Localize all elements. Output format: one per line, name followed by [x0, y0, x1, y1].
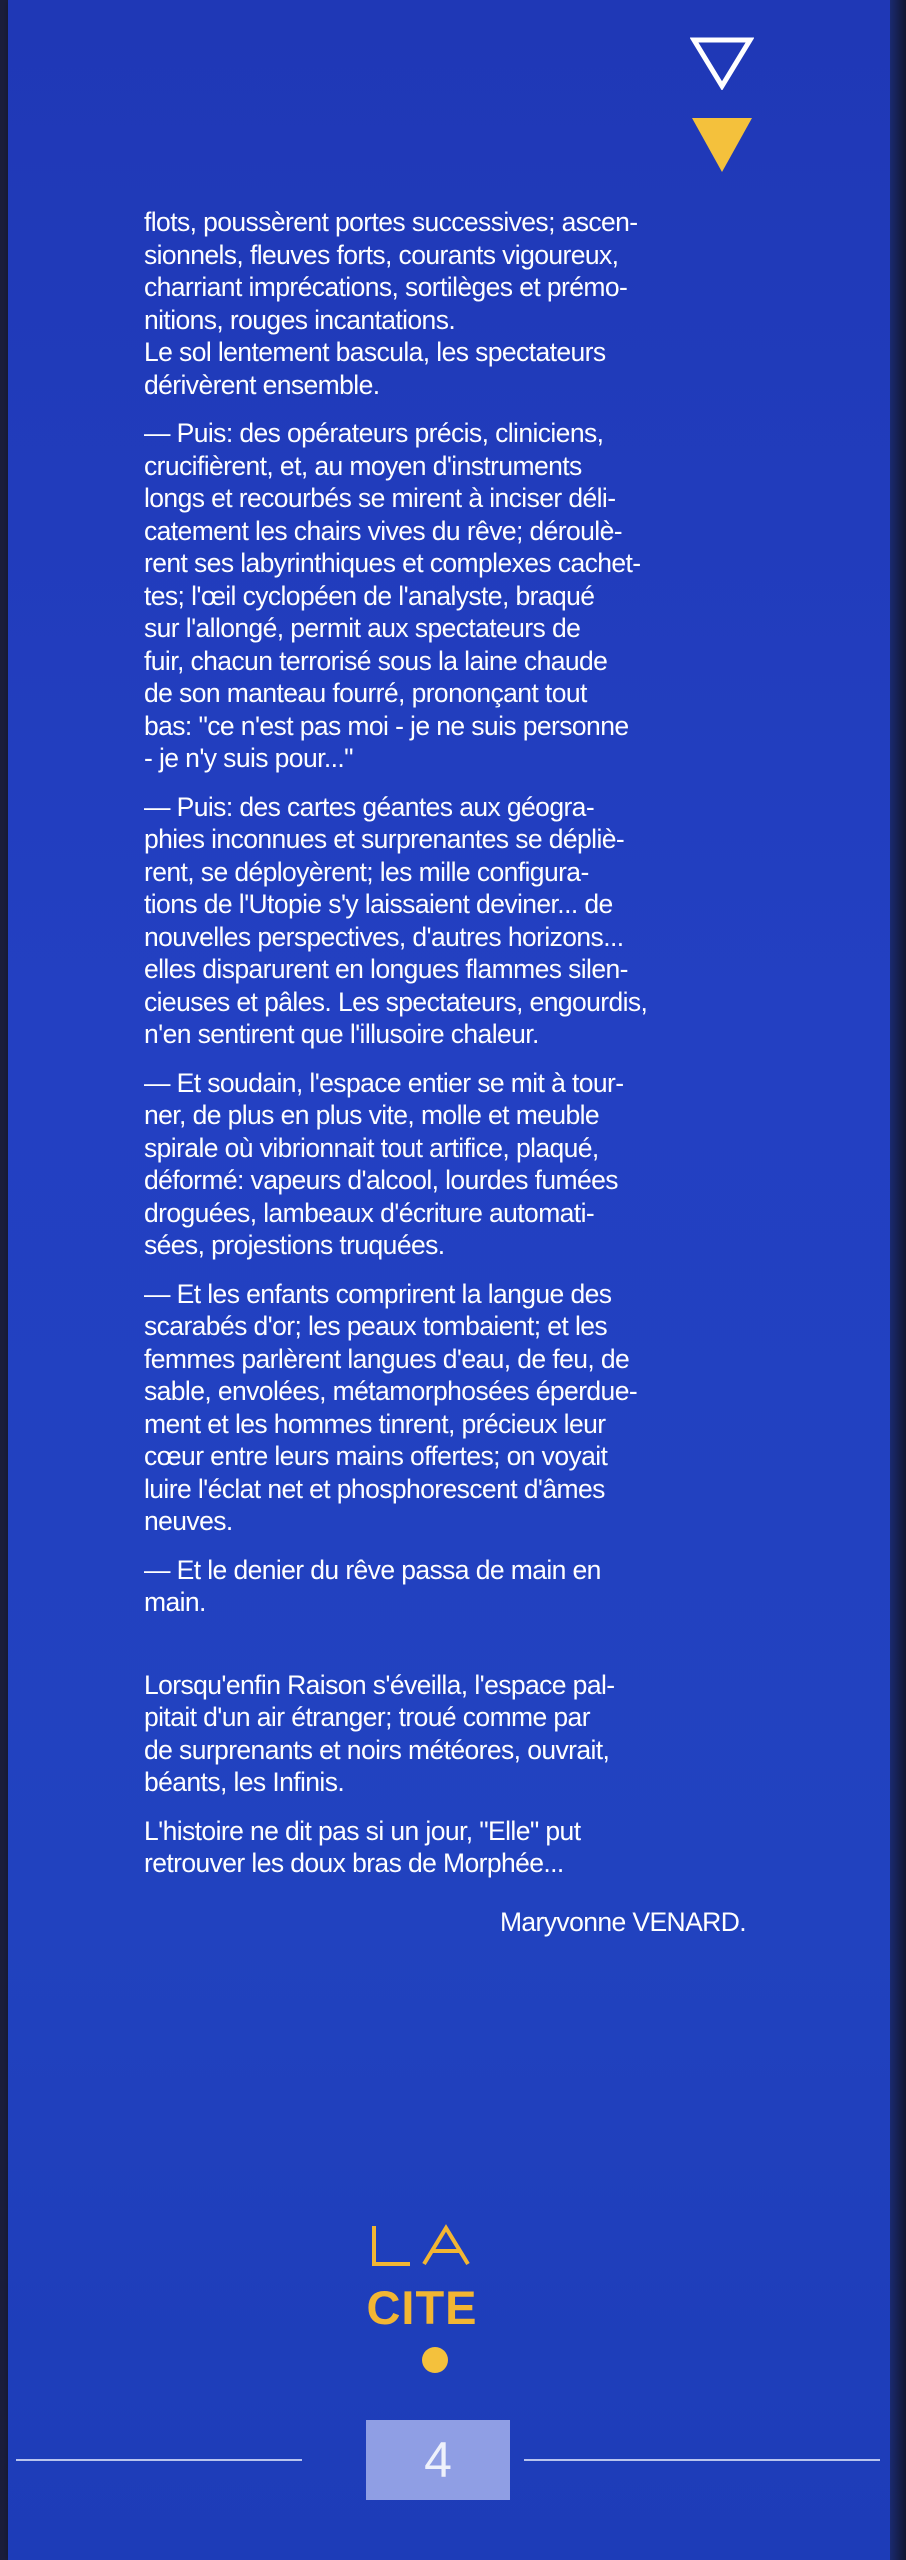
magazine-page: [8, 0, 890, 2560]
paragraph-5: — Et soudain, l'espace entier se mit à tour- ner, de plus en plus vite, molle et meuble spirale où vibrionnait tout artifice, plaqué, déformé: vapeurs d'alcool, lourdes fumées droguées, lambeaux d'écriture automati- sées, projestions truquées.: [144, 1067, 624, 1260]
footer-rule-left: [16, 2459, 302, 2461]
author-signature: Maryvonne VENARD.: [499, 1906, 746, 1937]
triangle-down-filled-icon: [690, 116, 754, 174]
logo-cite-text: CITE: [366, 2281, 478, 2334]
paragraph-8: Lorsqu'enfin Raison s'éveilla, l'espace pal- pitait d'un air étranger; troué comme par de surprenants et noirs météores, ouvrait, béants, les Infinis.: [144, 1669, 615, 1797]
paragraph-1: flots, poussèrent portes successives; ascen- sionnels, fleuves forts, courants vigoureux, charriant imprécations, sortilèges et prémo- nitions, rouges incantations.: [144, 207, 638, 335]
article-body: [144, 206, 746, 1938]
page-number: 4: [366, 2420, 510, 2500]
logo-dot: [422, 2347, 448, 2373]
paragraph-4: — Puis: des cartes géantes aux géogra- phies inconnues et surprenantes se dépliè- rent, se déployèrent; les mille configura- tions de l'Utopie s'y laissaient deviner... de nouvelles perspectives, d'autres horizons... elles disparurent en longues flammes silen- cieuses et pâles. Les spectateurs, engourdis, n'en sentirent que l'illusoire chaleur.: [144, 791, 648, 1049]
paragraph-3: — Puis: des opérateurs précis, cliniciens, crucifièrent, et, au moyen d'instruments longs et recourbés se mirent à inciser déli- catement les chairs vives du rêve; déroulè- rent ses labyrinthiques et complexes cachet- tes; l'œil cyclopéen de l'analyste, braqué sur l'allongé, permit aux spectateurs de fuir, chacun terrorisé sous la laine chaude de son manteau fourré, prononçant tout bas: "ce n'est pas moi - je ne suis personne - je n'y suis pour...": [144, 418, 641, 773]
paragraph-6: — Et les enfants comprirent la langue des scarabés d'or; les peaux tombaient; et les femmes parlèrent langues d'eau, de feu, de sable, envolées, métamorphosées éperdue- ment et les hommes tinrent, précieux leur cœur entre leurs mains offertes; on voyait luire l'éclat net et phosphorescent d'âmes neuves.: [144, 1278, 638, 1536]
page-edge: [890, 0, 906, 2560]
paragraph-7: — Et le denier du rêve passa de main en main.: [144, 1554, 601, 1617]
paragraph-9: L'histoire ne dit pas si un jour, "Elle" put retrouver les doux bras de Morphée...: [144, 1815, 581, 1878]
footer-rule-right: [524, 2459, 880, 2461]
paragraph-2: Le sol lentement bascula, les spectateurs dérivèrent ensemble.: [144, 337, 606, 400]
triangle-down-outline-icon: [690, 36, 754, 90]
logo-la-mark: [368, 2224, 472, 2268]
